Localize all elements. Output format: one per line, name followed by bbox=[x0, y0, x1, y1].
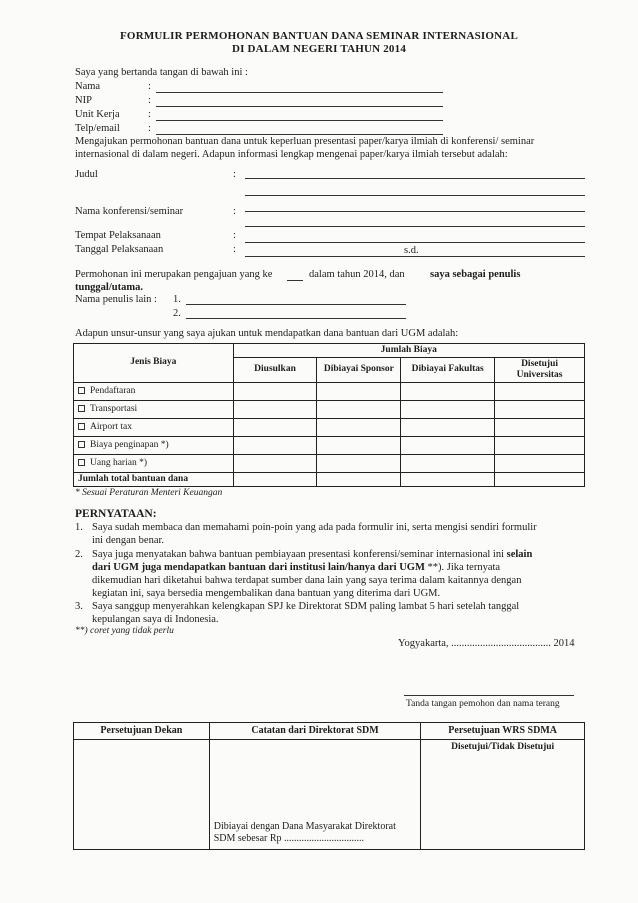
field-unit-kerja[interactable] bbox=[156, 120, 443, 121]
table-row-total bbox=[74, 473, 585, 487]
field-judul-1[interactable] bbox=[245, 178, 585, 179]
label-nip: NIP bbox=[75, 95, 92, 106]
header-disetujui-line2: Universitas bbox=[516, 370, 563, 380]
cell[interactable] bbox=[495, 437, 585, 455]
field-nip[interactable] bbox=[156, 106, 443, 107]
cell[interactable] bbox=[233, 419, 317, 437]
row-label-text: Pendaftaran bbox=[90, 385, 136, 396]
label-tanggal: Tanggal Pelaksanaan bbox=[75, 244, 164, 255]
header-sponsor: Dibiayai Sponsor bbox=[317, 358, 401, 383]
wrs-sub-label: Disetujui/Tidak Disetujui bbox=[451, 742, 555, 752]
request-text-line2: internasional di dalam negeri. Adapun informasi lengkap mengenai paper/karya ilmiah tersebut adalah: bbox=[75, 149, 508, 160]
cell[interactable] bbox=[233, 383, 317, 401]
label-unit-kerja: Unit Kerja bbox=[75, 109, 120, 120]
field-konferensi-2[interactable] bbox=[245, 226, 585, 227]
row-label bbox=[74, 437, 234, 455]
place-date: Yogyakarta, ...................................... 2014 bbox=[398, 638, 575, 649]
colon: : bbox=[233, 169, 236, 180]
row-label bbox=[74, 401, 234, 419]
row-label-text: Transportasi bbox=[90, 403, 138, 414]
intro-text: Saya yang bertanda tangan di bawah ini : bbox=[75, 67, 248, 78]
table-row bbox=[74, 455, 585, 473]
header-persetujuan-dekan: Persetujuan Dekan bbox=[74, 723, 210, 740]
total-label: Jumlah total bantuan dana bbox=[74, 473, 234, 487]
submission-text-a: Permohonan ini merupakan pengajuan yang ke bbox=[75, 269, 273, 280]
colon: : bbox=[233, 244, 236, 255]
cell[interactable] bbox=[317, 455, 401, 473]
cell[interactable] bbox=[233, 473, 317, 487]
field-konferensi-1[interactable] bbox=[245, 211, 585, 212]
row-label-text: Airport tax bbox=[90, 421, 132, 432]
cell[interactable] bbox=[401, 437, 495, 455]
catatan-note-line1: Dibiayai dengan Dana Masyarakat Direktorat bbox=[213, 821, 396, 832]
label-judul: Judul bbox=[75, 169, 98, 180]
header-catatan-sdm: Catatan dari Direktorat SDM bbox=[209, 723, 421, 740]
other-authors-label: Nama penulis lain : bbox=[75, 294, 157, 305]
sd-label: s.d. bbox=[404, 245, 419, 256]
cell[interactable] bbox=[401, 419, 495, 437]
colon: : bbox=[148, 123, 151, 134]
field-tempat[interactable] bbox=[245, 242, 585, 243]
statement-2-line2 bbox=[92, 561, 500, 574]
submission-text-b: dalam tahun 2014, dan bbox=[309, 269, 405, 280]
footnote-peraturan: * Sesuai Peraturan Menteri Keuangan bbox=[75, 488, 223, 498]
cell[interactable] bbox=[495, 383, 585, 401]
cell[interactable] bbox=[401, 383, 495, 401]
cell[interactable] bbox=[317, 401, 401, 419]
dekan-signature-cell[interactable] bbox=[74, 740, 210, 850]
cell[interactable] bbox=[233, 455, 317, 473]
cell[interactable] bbox=[495, 401, 585, 419]
header-jenis-biaya: Jenis Biaya bbox=[74, 344, 234, 383]
cell[interactable] bbox=[401, 455, 495, 473]
statement-1-line1: Saya sudah membaca dan memahami poin-poin yang ada pada formulir ini, serta mengisi sendiri formulir bbox=[92, 522, 537, 533]
row-label-text: Uang harian *) bbox=[90, 457, 147, 468]
cell[interactable] bbox=[495, 455, 585, 473]
catatan-note-line2: SDM sebesar Rp ................................ bbox=[213, 833, 365, 844]
colon: : bbox=[148, 109, 151, 120]
table-row bbox=[74, 437, 585, 455]
submission-text-bold: saya sebagai penulis bbox=[430, 269, 521, 280]
form-title-line1: FORMULIR PERMOHONAN BANTUAN DANA SEMINAR INTERNASIONAL bbox=[120, 30, 518, 42]
statement-2-line1-text: Saya juga menyatakan bahwa bantuan pembiayaan presentasi konferensi/seminar internasional ini bbox=[92, 549, 504, 560]
label-tempat: Tempat Pelaksanaan bbox=[75, 230, 161, 241]
table-row bbox=[74, 419, 585, 437]
statement-2-line1 bbox=[92, 548, 532, 561]
cell[interactable] bbox=[317, 383, 401, 401]
row-label bbox=[74, 383, 234, 401]
cell[interactable] bbox=[317, 419, 401, 437]
label-konferensi: Nama konferensi/seminar bbox=[75, 206, 184, 217]
cell[interactable] bbox=[495, 473, 585, 487]
statement-1-line2: ini dengan benar. bbox=[92, 535, 165, 546]
row-label bbox=[74, 419, 234, 437]
cell[interactable] bbox=[317, 437, 401, 455]
request-text-line1: Mengajukan permohonan bantuan dana untuk keperluan presentasi paper/karya ilmiah di konferensi/ seminar bbox=[75, 136, 535, 147]
checkbox[interactable] bbox=[78, 441, 85, 448]
statement-3-line2: kepulangan saya di Indonesia. bbox=[92, 614, 219, 625]
statement-2-line2-text: **). Jika ternyata bbox=[427, 562, 501, 573]
cost-intro: Adapun unsur-unsur yang saya ajukan untuk mendapatkan dana bantuan dari UGM adalah: bbox=[75, 328, 459, 339]
catatan-cell[interactable] bbox=[209, 740, 421, 850]
field-judul-2[interactable] bbox=[245, 195, 585, 196]
statement-2-number: 2. bbox=[75, 549, 83, 560]
row-label bbox=[74, 455, 234, 473]
header-jumlah-biaya: Jumlah Biaya bbox=[233, 344, 584, 358]
table-row bbox=[74, 383, 585, 401]
cell[interactable] bbox=[401, 401, 495, 419]
checkbox[interactable] bbox=[78, 387, 85, 394]
header-diusulkan: Diusulkan bbox=[233, 358, 317, 383]
statement-2-line1-bold: selain bbox=[506, 549, 533, 560]
colon: : bbox=[148, 81, 151, 92]
label-telp: Telp/email bbox=[75, 123, 120, 134]
checkbox[interactable] bbox=[78, 423, 85, 430]
cost-table bbox=[73, 343, 585, 487]
form-title-line2: DI DALAM NEGERI TAHUN 2014 bbox=[231, 43, 407, 55]
header-disetujui-line1: Disetujui bbox=[521, 359, 559, 369]
label-nama: Nama bbox=[75, 81, 101, 92]
signature-line[interactable] bbox=[404, 695, 574, 696]
approval-table bbox=[73, 722, 585, 850]
header-disetujui bbox=[495, 358, 585, 383]
statement-2-line4: kegiatan ini, saya bersedia mengembalikan dana bantuan yang diterima dari UGM. bbox=[92, 588, 441, 599]
field-author-1[interactable] bbox=[186, 304, 406, 305]
cell[interactable] bbox=[233, 401, 317, 419]
cell[interactable] bbox=[495, 419, 585, 437]
cell[interactable] bbox=[233, 437, 317, 455]
statement-3-number: 3. bbox=[75, 601, 83, 612]
colon: : bbox=[148, 95, 151, 106]
author-number-2: 2. bbox=[173, 308, 181, 319]
checkbox[interactable] bbox=[78, 405, 85, 412]
colon: : bbox=[233, 230, 236, 241]
footnote-coret: **) coret yang tidak perlu bbox=[75, 626, 174, 636]
header-fakultas: Dibiayai Fakultas bbox=[401, 358, 495, 383]
statement-3-line1: Saya sanggup menyerahkan kelengkapan SPJ ke Direktorat SDM paling lambat 5 hari setelah tanggal bbox=[92, 601, 520, 612]
field-nama[interactable] bbox=[156, 92, 443, 93]
field-submission-number[interactable] bbox=[287, 280, 303, 281]
header-persetujuan-wrs: Persetujuan WRS SDMA bbox=[421, 723, 585, 740]
table-row bbox=[74, 401, 585, 419]
checkbox[interactable] bbox=[78, 459, 85, 466]
statement-1-number: 1. bbox=[75, 522, 83, 533]
signature-caption: Tanda tangan pemohon dan nama terang bbox=[406, 699, 560, 709]
cell[interactable] bbox=[317, 473, 401, 487]
author-number-1: 1. bbox=[173, 294, 181, 305]
statement-2-line3: dikemudian hari diketahui bahwa terdapat sumber dana lain yang saya terima dalam kaitannya dengan bbox=[92, 575, 522, 586]
wrs-cell[interactable] bbox=[421, 740, 585, 850]
submission-text-bold-2: tunggal/utama. bbox=[75, 282, 143, 293]
field-author-2[interactable] bbox=[186, 318, 406, 319]
cell[interactable] bbox=[401, 473, 495, 487]
row-label-text: Biaya penginapan *) bbox=[90, 439, 169, 450]
statement-2-line2-bold: dari UGM juga mendapatkan bantuan dari institusi lain/hanya dari UGM bbox=[92, 562, 425, 573]
statement-heading: PERNYATAAN: bbox=[75, 508, 157, 520]
colon: : bbox=[233, 206, 236, 217]
